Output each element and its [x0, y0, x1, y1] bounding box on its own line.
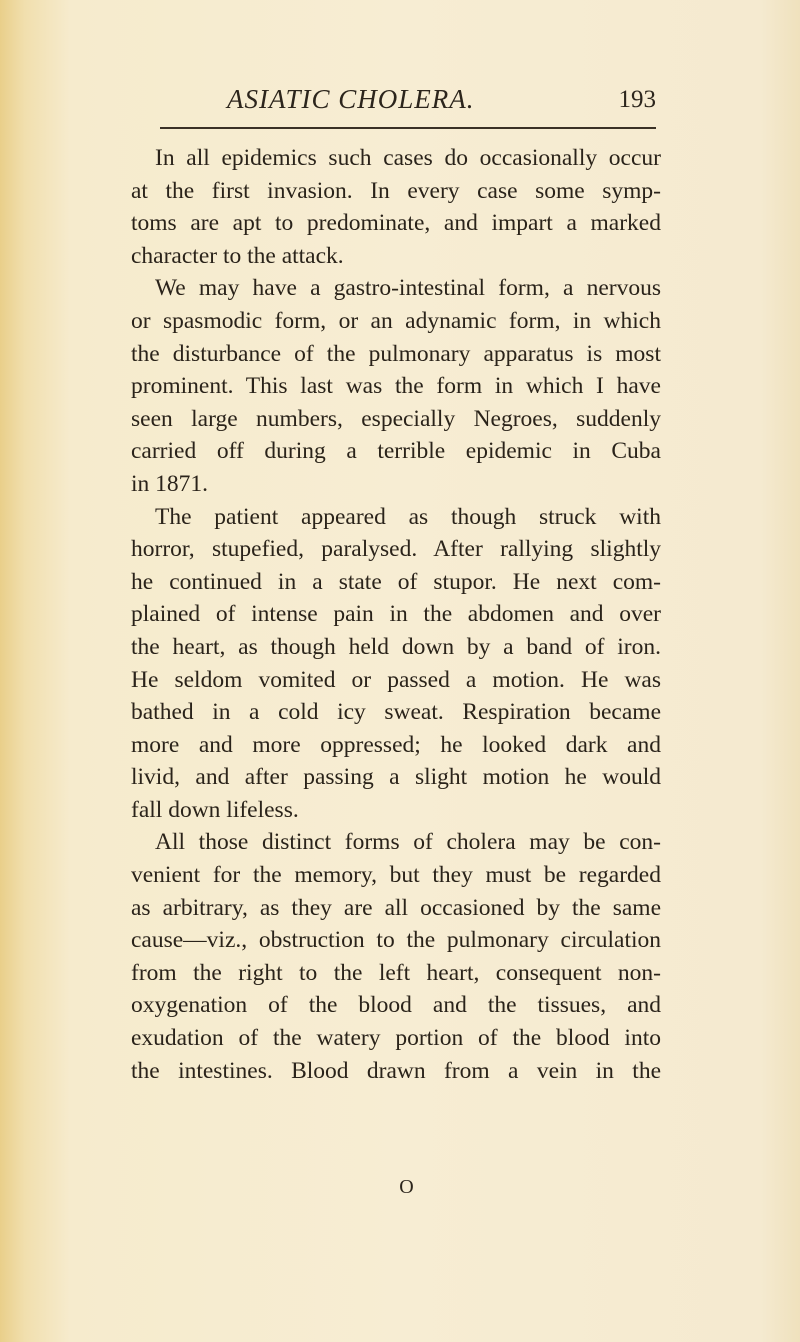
text-line: the heart, as though held down by a band of iron.	[131, 633, 661, 660]
text-line: as arbitrary, as they are all occasioned by the same	[131, 894, 661, 921]
text-line: He seldom vomited or passed a motion. He was	[131, 666, 661, 693]
text-line: bathed in a cold icy sweat. Respiration became	[131, 699, 661, 726]
text-line: carried off during a terrible epidemic in Cuba	[131, 438, 661, 465]
page-number: 193	[618, 86, 656, 113]
text-line: In all epidemics such cases do occasionally occur	[155, 145, 661, 171]
text-line: fall down lifeless.	[131, 796, 299, 823]
text-line: the intestines. Blood drawn from a vein in the	[131, 1057, 661, 1084]
text-line: in 1871.	[131, 470, 209, 497]
running-head	[160, 78, 656, 122]
paragraph-4	[131, 826, 661, 1087]
text-line: horror, stupefied, paralysed. After rallying slightly	[131, 536, 661, 563]
text-line: cause—viz., obstruction to the pulmonary circulation	[131, 927, 661, 954]
text-line: seen large numbers, especially Negroes, suddenly	[131, 405, 661, 432]
text-line: livid, and after passing a slight motion he would	[131, 764, 661, 791]
text-line: character to the attack.	[131, 242, 344, 269]
text-line: the disturbance of the pulmonary apparatus is most	[131, 340, 661, 367]
text-line: exudation of the watery portion of the blood into	[131, 1025, 661, 1052]
text-line: from the right to the left heart, consequent non-	[131, 959, 661, 986]
text-line: at the first invasion. In every case some symp-	[131, 177, 661, 204]
text-line: more and more oppressed; he looked dark and	[131, 731, 661, 758]
paragraph-2	[131, 272, 661, 500]
text-line: toms are apt to predominate, and impart a marked	[131, 210, 661, 237]
text-line: venient for the memory, but they must be regarded	[131, 862, 661, 889]
text-line: We may have a gastro-intestinal form, a nervous	[155, 275, 661, 302]
text-line: All those distinct forms of cholera may be con-	[155, 829, 661, 856]
paragraph-3	[131, 501, 661, 827]
body-text	[131, 142, 661, 1087]
text-line: plained of intense pain in the abdomen and over	[131, 601, 661, 628]
text-line: prominent. This last was the form in which I have	[131, 373, 661, 400]
running-title: ASIATIC CHOLERA.	[227, 84, 475, 114]
signature-mark: O	[399, 1176, 414, 1198]
text-line: The patient appeared as though struck with	[155, 503, 661, 530]
paragraph-1	[131, 142, 661, 272]
text-line: or spasmodic form, or an adynamic form, in which	[131, 307, 661, 334]
text-line: oxygenation of the blood and the tissues, and	[131, 992, 661, 1019]
text-line: he continued in a state of stupor. He next com-	[131, 568, 661, 595]
header-rule	[160, 127, 656, 129]
